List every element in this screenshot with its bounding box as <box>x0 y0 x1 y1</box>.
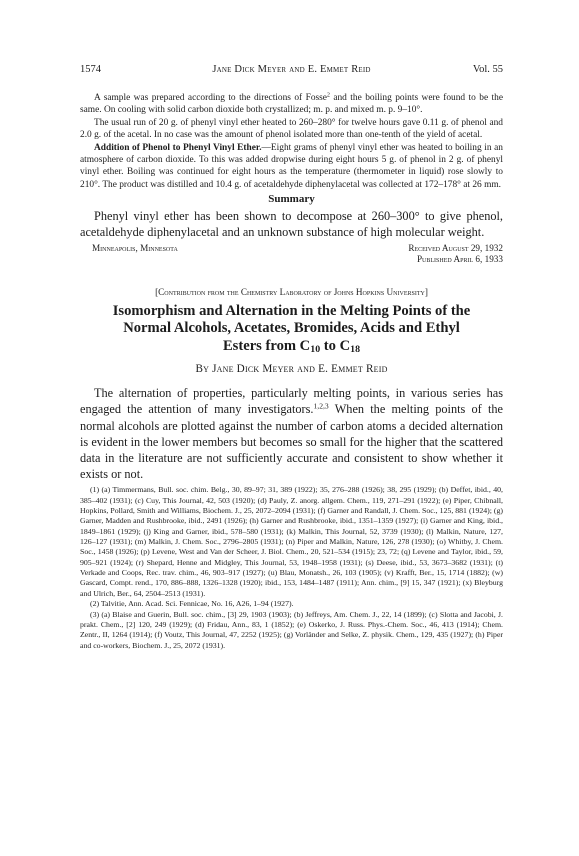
section-run-in-heading: Addition of Phenol to Phenyl Vinyl Ether. <box>94 142 262 153</box>
running-header <box>80 64 503 78</box>
summary-text: Phenyl vinyl ether has been shown to decompose at 260–300° to give phenol, acetaldehyde diphenylacetal and an unknown substance of high molecular weight. <box>80 209 503 240</box>
summary-heading: Summary <box>268 193 315 206</box>
byline: By Jane Dick Meyer and E. Emmet Reid <box>195 363 388 376</box>
references <box>80 485 503 651</box>
reference-2: (2) Talvitie, Ann. Acad. Sci. Fennicae, No. 16, A26, 1–94 (1927). <box>90 599 294 609</box>
author-location: Minneapolis, Minnesota <box>92 242 178 253</box>
volume-label: Vol. 55 <box>472 64 503 75</box>
paragraph-sample-prep: A sample was prepared according to the directions of Fosse$^2$ and the boiling points were found to be the same. On cooling with solid carbon dioxide both crystallized; m. p. and mixed m. p. 9–10°. <box>80 92 503 116</box>
running-title: Jane Dick Meyer and E. Emmet Reid <box>212 64 371 75</box>
reference-1: (1) (a) Timmermans, Bull. soc. chim. Belg., 30, 89–97; 31, 389 (1922); 35, 276–288 (1926); 38, 295 (1929); (b) Deffet, ibid., 40, 385–402 (1931); (c) Cuy, This Journal, 42, 503 (1920); (d) Pauly, Z. anorg. allgem. Chem., 119, 271–291 (1922); (e) Piper, Chibnall, Hopkins, Pollard, Smith and Williams, Biochem. J., 25, 2072–2094 (1931); (f) Garner and Randall, J. Chem. Soc., 125, 881 (1924); (g) Garner, Madden and Rushbrooke, ibid., 2491 (1926); (h) Garner and Rushbrooke, ibid., 1351–1359 (1927); (i) Garner and King, ibid., 1849–1861 (1929); (j) King and Garner, ibid., 578–580 (1931); (k) Malkin, This Journal, 52, 3739 (1930); (l) Malkin, Nature, 127, 126–127 (1931); (m) Malkin, J. Chem. Soc., 2796–2805 (1931); (n) Piper and Malkin, Nature, 126, 278 (1930); (o) Whitby, J. Chem. Soc., 1458 (1926); (p) Levene, West and Van der Scheer, J. Biol. Chem., 20, 521–534 (1915); 23, 72; (q) Levene and Taylor, ibid., 59, 905–921 (1924); (r) Shepard, Henne and Midgley, This Journal, 53, 1948–1958 (1931); (s) Deese, ibid., 53, 3673–3682 (1931); (t) Verkade and Coops, Rec. trav. chim., 46, 903–917 (1927); (u) Blau, Monatsh., 26, 103 (1905); (v) Krafft, Ber., 15, 1714 (1882); (w) Gascard, Compt. rend., 170, 886–888, 1326–1328 (1920); ibid., 153, 1484–1487 (1911); Ann. chim., [9] 15, 347 (1921); (x) Bleyburg and Ulrich, Ber., 64, 2504–2513 (1931). <box>80 485 503 598</box>
published-date: Published April 6, 1933 <box>416 253 503 264</box>
received-date: Received August 29, 1932 <box>408 242 503 253</box>
article-signature <box>80 243 503 267</box>
reference-3: (3) (a) Blaise and Guerin, Bull. soc. chim., [3] 29, 1903 (1903); (b) Jeffreys, Am. Chem. J., 22, 14 (1899); (c) Slotta and Jacobi, J. prakt. Chem., [2] 120, 249 (1929); (d) Fridau, Ann., 83, 1 (1852); (e) Oskerko, J. Russ. Phys.-Chem. Soc., 46, 413 (1914); Chem. Zentr., II, 1264 (1914); (f) Voutz, This Journal, 47, 2252 (1925); (g) Vorländer and Selke, Z. physik. Chem., 129, 435 (1927); (h) Piper and co-workers, Biochem. J., 25, 2072 (1931). <box>80 609 503 650</box>
footnote-ref: 2 <box>326 92 330 99</box>
footnote-refs: 1,2,3 <box>313 401 329 411</box>
page-number: 1574 <box>80 64 101 75</box>
journal-page <box>80 64 503 651</box>
paragraph-usual-run: The usual run of 20 g. of phenyl vinyl ether heated to 260–280° for twelve hours gave 0.11 g. of phenol and 2.0 g. of the acetal. In no case was the amount of phenol isolated more than one-tenth of the yield of acetal. <box>80 117 503 141</box>
paragraph-addition-of-phenol: Addition of Phenol to Phenyl Vinyl Ether.—Eight grams of phenyl vinyl ether was heated to boiling in an atmosphere of carbon dioxide. To this was added dropwise during eight hours 5 g. of phenol in 2 g. of phenyl vinyl ether. Boiling was continued for eight hours as the temperature (thermometer in liquid) rose slowly to 210°. The product was distilled and 10.4 g. of acetaldehyde diphenylacetal was collected at 172–178° at 26 mm. <box>80 142 503 190</box>
contribution-line: [Contribution from the Chemistry Laboratory of Johns Hopkins University] <box>155 286 428 297</box>
article-title: Isomorphism and Alternation in the Melting Points of the Normal Alcohols, Acetates, Bromides, Acids and Ethyl Esters from $C_{10}$ to $C_{18}$ <box>112 302 471 355</box>
body-paragraph: The alternation of properties, particularly melting points, in various series has engaged the attention of many investigators.$^{1,2,3}$ When the melting points of the normal alcohols are plotted against the number of carbon atoms a decided alternation is evident in the lower members but becomes so small for the higher that the scattered data in the literature are not sufficiently accurate and consistent to show whether it exists or not. <box>80 386 503 482</box>
